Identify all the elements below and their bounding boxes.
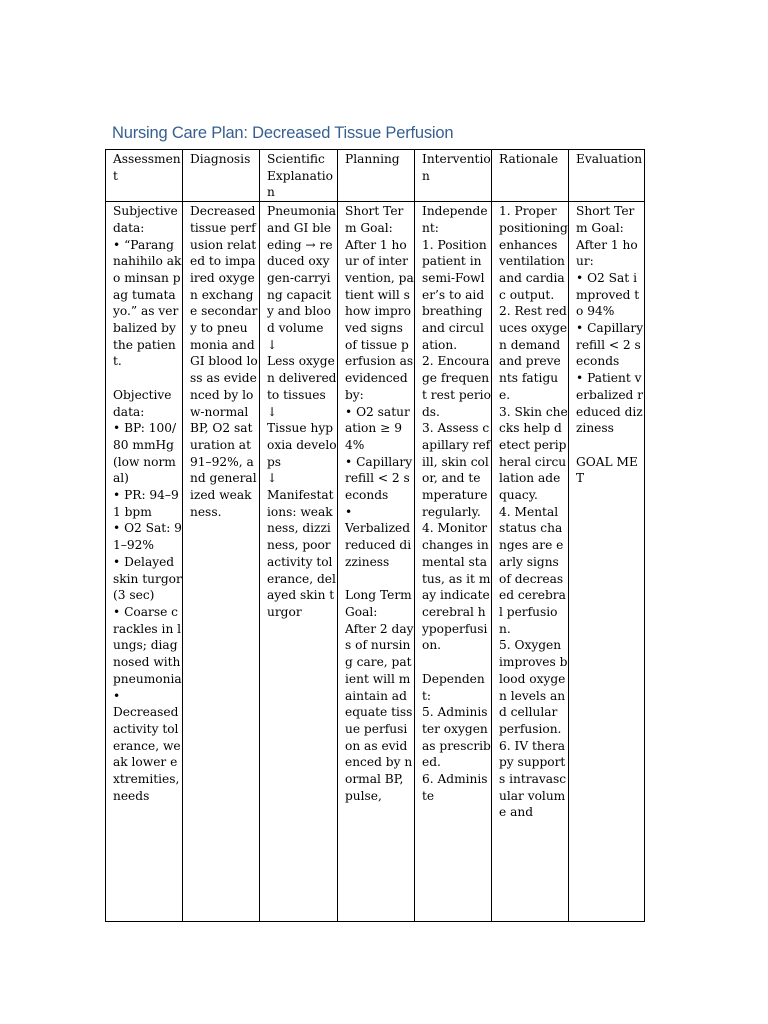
header-scientific-explanation: Scientific Explanation bbox=[260, 150, 338, 202]
header-assessment: Assessment bbox=[106, 150, 183, 202]
header-intervention: Intervention bbox=[415, 150, 492, 202]
table-header-row bbox=[106, 150, 645, 202]
header-diagnosis: Diagnosis bbox=[183, 150, 260, 202]
cell-rationale bbox=[492, 202, 569, 922]
intervention-text: Independent: 1. Position patient in semi-Fowler’s to aid breathing and circulation. 2. Encourage frequent rest periods. 3. Assess capillary refill, skin color, and temperature regularly. 4. Monitor changes in mental status, as it may indicate cerebral hypoperfusion. Dependent: 5. Administer oxygen as prescribed. 6. Administe bbox=[422, 204, 491, 803]
planning-text: Short Term Goal: After 1 hour of intervention, patient will show improved signs of tissue perfusion as evidenced by: • O2 saturation ≥ 94% • Capillary refill < 2 seconds • Verbalized reduced dizziness Long Term Goal: After 2 days of nursing care, patient will maintain adequate tissue perfusion as evidenced by normal BP, pulse, bbox=[345, 204, 414, 803]
cell-scientific-explanation bbox=[260, 202, 338, 922]
header-planning: Planning bbox=[338, 150, 415, 202]
rationale-text: 1. Proper positioning enhances ventilation and cardiac output. 2. Rest reduces oxygen demand and prevents fatigue. 3. Skin checks help detect peripheral circulation adequacy. 4. Mental status changes are early signs of decreased cerebral perfusion. 5. Oxygen improves blood oxygen levels and cellular perfusion. 6. IV therapy supports intravascular volume and bbox=[499, 204, 568, 820]
header-evaluation: Evaluation bbox=[569, 150, 645, 202]
diagnosis-text: Decreased tissue perfusion related to impaired oxygen exchange secondary to pneumonia and GI blood loss as evidenced by low-normal BP, O2 saturation at 91–92%, and generalized weakness. bbox=[190, 204, 260, 519]
cell-evaluation bbox=[569, 202, 645, 922]
page-title: Nursing Care Plan: Decreased Tissue Perfusion bbox=[112, 124, 454, 142]
evaluation-text: Short Term Goal: After 1 hour: • O2 Sat improved to 94% • Capillary refill < 2 seconds • Patient verbalized reduced dizziness GOAL MET bbox=[576, 204, 644, 486]
cell-intervention bbox=[415, 202, 492, 922]
scientific-explanation-text: Pneumonia and GI bleeding → reduced oxygen-carrying capacity and blood volume ↓ Less oxygen delivered to tissues ↓ Tissue hypoxia develops ↓ Manifestations: weakness, dizziness, poor activity tolerance, delayed skin turgor bbox=[267, 204, 337, 619]
cell-planning bbox=[338, 202, 415, 922]
header-rationale: Rationale bbox=[492, 150, 569, 202]
cell-assessment bbox=[106, 202, 183, 922]
table-row bbox=[106, 202, 645, 922]
assessment-text: Subjective data: • “Parang nahihilo ako minsan pag tumatayo.” as verbalized by the patient. Objective data: • BP: 100/80 mmHg (low normal) • PR: 94–91 bpm • O2 Sat: 91–92% • Delayed skin turgor (3 sec) • Coarse crackles in lungs; diagnosed with pneumonia • Decreased activity tolerance, weak lower extremities, needs bbox=[113, 204, 182, 803]
care-plan-table bbox=[105, 149, 645, 922]
cell-diagnosis bbox=[183, 202, 260, 922]
